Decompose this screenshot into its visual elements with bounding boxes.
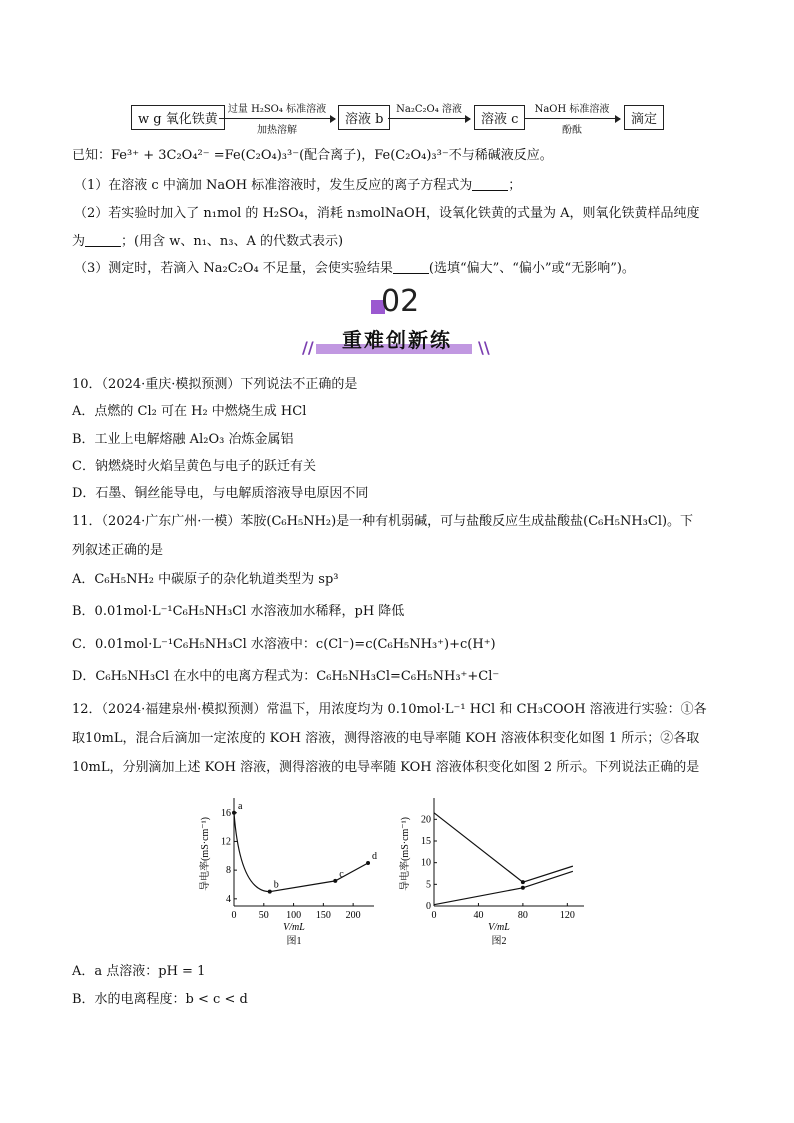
- x-tick-label: 200: [345, 910, 361, 921]
- y-tick-label: 0: [426, 901, 431, 912]
- series-line-1: [434, 813, 573, 882]
- data-point: [232, 811, 236, 815]
- data-point: [268, 890, 272, 894]
- y-axis-label: 导电率(mS·cm⁻¹): [400, 817, 411, 891]
- point-label: d: [372, 850, 378, 862]
- y-tick-label: 12: [221, 836, 231, 848]
- flow-arrow-1-top: 过量 H₂SO₄ 标准溶液: [227, 104, 327, 115]
- x-tick-label: 0: [231, 910, 237, 921]
- x-tick-label: 100: [286, 910, 302, 921]
- banner-left-slash-icon: //: [302, 338, 314, 357]
- x-tick-label: 50: [258, 910, 269, 921]
- answer-blank: [393, 261, 429, 274]
- question-11-option-c: C．0.01mol·L⁻¹C₆H₅NH₃Cl 水溶液中：c(Cl⁻)=c(C₆H₅NH₃⁺)+c(H⁺): [72, 637, 496, 652]
- point-label: c: [339, 868, 344, 880]
- question-10-option-c: C．钠燃烧时火焰呈黄色与电子的跃迁有关: [72, 459, 316, 474]
- question-11-stem: 11．（2024·广东广州·一模）苯胺(C₆H₅NH₂)是一种有机弱碱，可与盐酸反应生成盐酸盐(C₆H₅NH₃Cl)。下: [72, 514, 694, 529]
- y-tick-label: 16: [221, 807, 231, 819]
- x-tick-label: 40: [473, 910, 484, 921]
- flow-arrow-3-top: NaOH 标准溶液: [534, 104, 610, 115]
- question-10-option-d: D．石墨、铜丝能导电，与电解质溶液导电原因不同: [72, 486, 369, 501]
- flow-box-solution-b: 溶液 b: [338, 105, 390, 130]
- x-tick-label: 150: [315, 910, 331, 921]
- series-line-2: [434, 871, 573, 904]
- banner-right-slash-icon: \\: [478, 338, 490, 357]
- point-label: b: [273, 879, 279, 891]
- flow-arrow-1-bottom: 加热溶解: [257, 125, 297, 136]
- flow-box-sample: w g 氧化铁黄: [131, 105, 225, 130]
- question-11-stem-cont: 列叙述正确的是: [72, 543, 164, 558]
- question-10-option-a: A．点燃的 Cl₂ 可在 H₂ 中燃烧生成 HCl: [72, 404, 307, 419]
- question-9-part-2-post: ；(用含 w、n₁、n₃、A 的代数式表示): [121, 234, 344, 249]
- data-point: [521, 880, 525, 884]
- question-9-part-2: （2）若实验时加入了 n₁mol 的 H₂SO₄，消耗 n₃molNaOH，设氧化铁黄的式量为 A，则氧化铁黄样品纯度: [74, 206, 700, 221]
- flow-arrow-3: [524, 118, 620, 119]
- chart-title: 图2: [491, 936, 507, 947]
- flow-box-titration: 滴定: [624, 105, 664, 130]
- data-point: [366, 861, 370, 865]
- question-12-stem-cont-1: 取10mL，混合后滴加一定浓度的 KOH 溶液，测得溶液的电导率随 KOH 溶液体积变化如图 1 所示；②各取: [72, 731, 700, 746]
- question-10-option-b: B．工业上电解熔融 Al₂O₃ 冶炼金属铝: [72, 432, 294, 447]
- question-9-part-3-post: (选填“偏大”、“偏小”或“无影响”)。: [428, 261, 635, 276]
- y-tick-label: 15: [421, 836, 431, 847]
- question-9-part-3-pre: （3）测定时，若滴入 Na₂C₂O₄ 不足量，会使实验结果: [74, 261, 393, 276]
- answer-blank: [472, 178, 508, 191]
- answer-blank: [85, 234, 121, 247]
- question-10-stem: 10．（2024·重庆·模拟预测）下列说法不正确的是: [72, 377, 358, 392]
- figure-1-chart: [196, 788, 386, 958]
- flow-arrow-3-bottom: 酚酞: [562, 125, 582, 136]
- figure-2-chart: [396, 788, 596, 958]
- y-tick-label: 8: [226, 865, 231, 877]
- question-9-part-2-pre: 为: [72, 234, 86, 249]
- y-tick-label: 5: [426, 879, 431, 891]
- x-axis-label: V/mL: [283, 922, 305, 933]
- question-12-option-a: A．a 点溶液：pH = 1: [72, 964, 206, 979]
- y-tick-label: 4: [226, 893, 231, 905]
- data-point: [521, 886, 525, 890]
- known-info: 已知：Fe³⁺ + 3C₂O₄²⁻ =Fe(C₂O₄)₃³⁻(配合离子)，Fe(C₂O₄)₃³⁻不与稀碱液反应。: [72, 148, 553, 163]
- question-9-part-3: [74, 260, 635, 278]
- x-axis-label: V/mL: [488, 922, 510, 933]
- flow-arrow-2: [388, 118, 470, 119]
- section-number: 02: [381, 284, 420, 319]
- question-12-option-b: B．水的电离程度：b < c < d: [72, 992, 248, 1007]
- y-axis-label: 导电率(mS·cm⁻¹): [200, 817, 211, 891]
- section-title: 重难创新练: [342, 328, 452, 352]
- x-tick-label: 80: [517, 910, 528, 921]
- question-9-part-1-text: （1）在溶液 c 中滴加 NaOH 标准溶液时，发生反应的离子方程式为: [74, 178, 473, 193]
- flow-arrow-2-top: Na₂C₂O₄ 溶液: [396, 104, 462, 115]
- question-9-part-1: [74, 177, 521, 195]
- y-tick-label: 20: [421, 814, 431, 826]
- flow-arrow-1: [219, 118, 335, 119]
- question-9-part-2-cont: [72, 233, 343, 251]
- chart-title: 图1: [286, 936, 302, 947]
- x-tick-label: 0: [431, 910, 437, 921]
- series-line-1: [234, 813, 368, 892]
- question-11-option-d: D．C₆H₅NH₃Cl 在水中的电离方程式为：C₆H₅NH₃Cl=C₆H₅NH₃⁺+Cl⁻: [72, 669, 500, 684]
- question-9-part-1-end: ；: [508, 178, 522, 193]
- question-11-option-b: B．0.01mol·L⁻¹C₆H₅NH₃Cl 水溶液加水稀释，pH 降低: [72, 604, 405, 619]
- flow-box-solution-c: 溶液 c: [474, 105, 525, 130]
- question-12-stem-cont-2: 10mL，分别滴加上述 KOH 溶液，测得溶液的电导率随 KOH 溶液体积变化如图 2 所示。下列说法正确的是: [72, 760, 700, 775]
- x-tick-label: 120: [559, 910, 575, 921]
- y-tick-label: 10: [421, 857, 431, 869]
- point-label: a: [238, 800, 243, 812]
- data-point: [333, 879, 337, 883]
- question-11-option-a: A．C₆H₅NH₂ 中碳原子的杂化轨道类型为 sp³: [72, 572, 339, 587]
- question-12-stem: 12．（2024·福建泉州·模拟预测）常温下，用浓度均为 0.10mol·L⁻¹ HCl 和 CH₃COOH 溶液进行实验：①各: [72, 702, 707, 717]
